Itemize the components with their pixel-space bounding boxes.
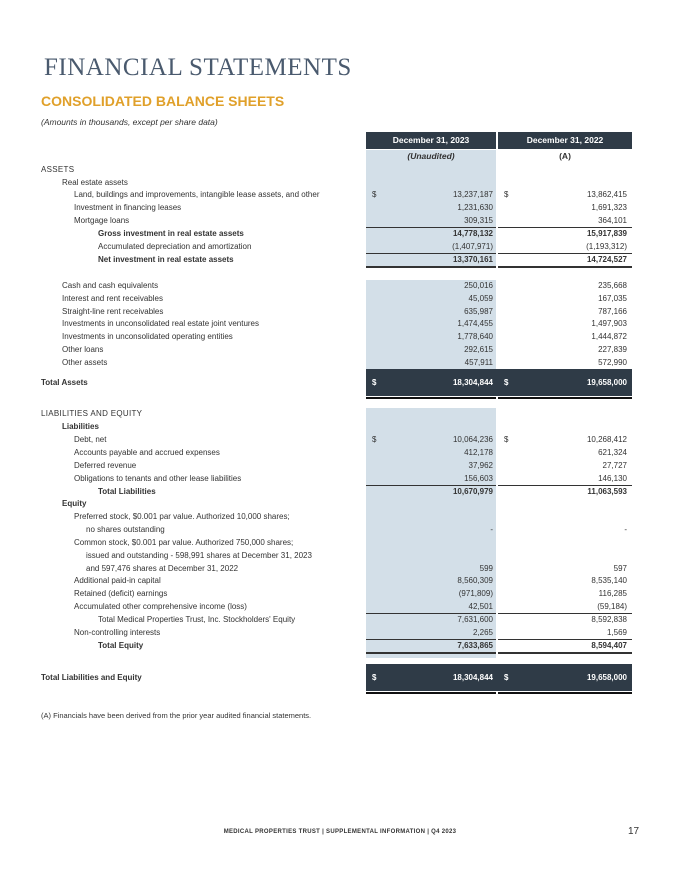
table-row [0,407,680,420]
row-label: Additional paid-in capital [74,576,161,585]
value-2023: (1,407,971) [452,242,493,251]
value-2022: 1,497,903 [591,319,627,328]
total-double-rule [366,397,496,399]
table-row [0,626,680,639]
page-number: 17 [628,826,640,837]
value-2023: 1,474,455 [457,319,493,328]
value-2023: 2,265 [472,628,493,637]
table-row [0,376,680,389]
footnote: (A) Financials have been derived from the prior year audited financial statements. [41,711,312,720]
table-row [0,227,680,240]
value-2022: 8,594,407 [591,641,627,650]
value-2022: 13,862,415 [586,190,627,199]
value-2022: 1,444,872 [591,332,627,341]
table-row [0,497,680,510]
value-2022: 14,724,527 [586,255,627,264]
table-row [0,574,680,587]
dollar-sign: $ [372,190,377,199]
row-label: Retained (deficit) earnings [74,589,168,598]
value-2023: 599 [479,564,493,573]
value-2022: 19,658,000 [586,378,627,387]
page-title: FINANCIAL STATEMENTS [44,54,352,81]
row-label: Equity [62,499,87,508]
row-label: Other assets [62,358,108,367]
total-double-rule [498,692,632,694]
row-label: Accumulated depreciation and amortization [98,242,252,251]
table-row [0,587,680,600]
dollar-sign: $ [372,673,377,682]
total-double-rule [366,692,496,694]
value-2023: 10,670,979 [452,487,493,496]
table-row [0,214,680,227]
row-label: and 597,476 shares at December 31, 2022 [86,564,239,573]
page-footer: MEDICAL PROPERTIES TRUST | SUPPLEMENTAL INFORMATION | Q4 2023 [223,829,457,835]
table-row [0,446,680,459]
value-2023: 309,315 [464,216,493,225]
table-row [0,549,680,562]
row-label: Cash and cash equivalents [62,281,159,290]
row-label: Investments in unconsolidated real estate joint ventures [62,319,260,328]
row-label: ASSETS [41,165,75,174]
dollar-sign: $ [504,378,509,387]
row-label: Total Medical Properties Trust, Inc. Stockholders' Equity [98,615,296,624]
value-2023: 156,603 [464,474,493,483]
value-2022: 572,990 [598,358,627,367]
value-2023: 13,237,187 [452,190,493,199]
table-row [0,459,680,472]
row-label: Investments in unconsolidated operating entities [62,332,233,341]
table-row [0,671,680,684]
value-2022: 116,285 [598,589,627,598]
value-2023: - [490,525,493,534]
value-2022: 8,592,838 [591,615,627,624]
column-subheader-2023: (Unaudited) [407,151,455,161]
value-2023: 8,560,309 [457,576,493,585]
row-label: Accumulated other comprehensive income (loss) [74,602,247,611]
row-label: LIABILITIES AND EQUITY [41,409,143,418]
value-2022: 15,917,839 [586,229,627,238]
row-label: no shares outstanding [86,525,165,534]
table-row [0,523,680,536]
table-row [0,279,680,292]
value-2022: 597 [613,564,627,573]
table-row [0,356,680,369]
dollar-sign: $ [372,378,377,387]
value-2023: 7,631,600 [457,615,493,624]
table-row [0,343,680,356]
table-row [0,292,680,305]
column-header-2023: December 31, 2023 [366,132,496,149]
row-label: Liabilities [62,422,99,431]
subtotal-rule [366,266,496,268]
dollar-sign: $ [504,435,509,444]
table-row [0,600,680,613]
table-row [0,639,680,652]
value-2022: 621,324 [598,448,627,457]
subtotal-rule [498,266,632,268]
value-2022: 11,063,593 [587,487,627,496]
row-label: Net investment in real estate assets [98,255,234,264]
value-2023: 412,178 [464,448,493,457]
value-2023: 10,064,236 [452,435,493,444]
value-2023: 1,778,640 [457,332,493,341]
row-label: Gross investment in real estate assets [98,229,244,238]
value-2022: 146,130 [598,474,627,483]
value-2023: 7,633,865 [457,641,493,650]
value-2022: (1,193,312) [586,242,627,251]
value-2022: 10,268,412 [586,435,627,444]
value-2023: 37,962 [468,461,493,470]
value-2022: 27,727 [602,461,627,470]
value-2022: 167,035 [598,294,627,303]
value-2023: (971,809) [458,589,493,598]
row-label: Debt, net [74,435,107,444]
value-2023: 1,231,630 [457,203,493,212]
value-2022: 8,535,140 [591,576,627,585]
table-row [0,420,680,433]
value-2022: 1,691,323 [591,203,627,212]
value-2023: 635,987 [464,307,493,316]
row-label: Interest and rent receivables [62,294,163,303]
table-row [0,188,680,201]
table-row [0,201,680,214]
row-label: Total Equity [98,641,144,650]
table-row [0,330,680,343]
table-row [0,240,680,253]
value-2023: 45,059 [468,294,493,303]
table-row [0,253,680,266]
row-label: Other loans [62,345,104,354]
row-label: Real estate assets [62,178,128,187]
row-label: issued and outstanding - 598,991 shares at December 31, 2023 [86,551,312,560]
row-label: Accounts payable and accrued expenses [74,448,220,457]
value-2022: 787,166 [598,307,627,316]
value-2023: 250,016 [464,281,493,290]
row-label: Non-controlling interests [74,628,161,637]
table-row [0,472,680,485]
amounts-note: (Amounts in thousands, except per share data) [41,117,218,127]
row-label: Investment in financing leases [74,203,182,212]
value-2022: 235,668 [598,281,627,290]
value-2022: 364,101 [598,216,627,225]
row-label: Total Liabilities and Equity [41,673,142,682]
row-label: Preferred stock, $0.001 par value. Authorized 10,000 shares; [74,512,290,521]
table-row [0,163,680,176]
value-2023: 292,615 [464,345,493,354]
dollar-sign: $ [372,435,377,444]
column-header-2022: December 31, 2022 [498,132,632,149]
subtotal-rule [366,652,496,654]
value-2022: 1,569 [606,628,627,637]
table-row [0,536,680,549]
row-label: Total Liabilities [98,487,156,496]
value-2023: 14,778,132 [452,229,493,238]
row-label: Mortgage loans [74,216,130,225]
table-row [0,433,680,446]
value-2022: (59,184) [597,602,627,611]
value-2023: 18,304,844 [452,378,493,387]
value-2022: 19,658,000 [586,673,627,682]
dollar-sign: $ [504,190,509,199]
value-2023: 13,370,161 [452,255,493,264]
section-title: CONSOLIDATED BALANCE SHEETS [41,93,285,109]
value-2022: - [624,525,627,534]
row-label: Straight-line rent receivables [62,307,164,316]
table-row [0,510,680,523]
row-label: Deferred revenue [74,461,137,470]
table-row [0,317,680,330]
row-label: Common stock, $0.001 par value. Authorized 750,000 shares; [74,538,294,547]
value-2023: 18,304,844 [452,673,493,682]
total-double-rule [498,397,632,399]
table-row [0,613,680,626]
row-label: Obligations to tenants and other lease liabilities [74,474,242,483]
column-subheader-2022: (A) [559,151,571,161]
value-2023: 42,501 [468,602,493,611]
value-2022: 227,839 [598,345,627,354]
dollar-sign: $ [504,673,509,682]
row-label: Land, buildings and improvements, intangible lease assets, and other [74,190,320,199]
subtotal-rule [498,652,632,654]
row-label: Total Assets [41,378,88,387]
value-2023: 457,911 [464,358,493,367]
